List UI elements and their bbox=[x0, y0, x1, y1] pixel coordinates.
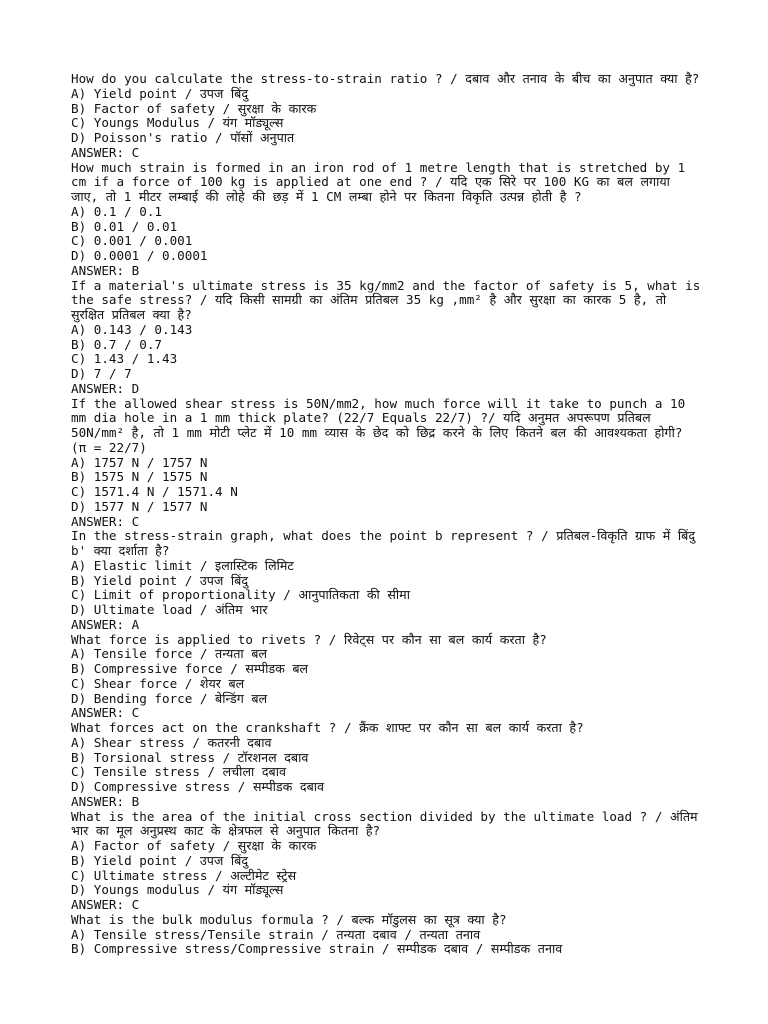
question-text: What forces act on the crankshaft ? / क्रैंक शाफ्ट पर कौन सा बल कार्य करता है? bbox=[71, 720, 584, 735]
answer-option: C) Ultimate stress / अल्टीमेट स्ट्रेस bbox=[71, 867, 297, 883]
document-body bbox=[71, 71, 708, 957]
question-text: How do you calculate the stress-to-strain ratio ? / दबाव और तनाव के बीच का अनुपात क्या है? bbox=[71, 71, 700, 86]
question-text: What force is applied to rivets ? / रिवेट्स पर कौन सा बल कार्य करता है? bbox=[71, 631, 547, 647]
answer-option: B) Factor of safety / सुरक्षा के कारक bbox=[71, 100, 317, 116]
question-block bbox=[71, 633, 703, 722]
answer-option: C) 0.001 / 0.001 bbox=[71, 233, 193, 249]
answer-option: D) 7 / 7 bbox=[71, 366, 132, 381]
answer-option: B) Yield point / उपज बिंदु bbox=[71, 572, 249, 588]
answer-option: D) Youngs modulus / यंग मॉड्यूल्स bbox=[71, 882, 284, 898]
answer-option: D) Compressive stress / सम्पीडक दबाव bbox=[71, 779, 325, 794]
answer-option: D) Ultimate load / अंतिम भार bbox=[71, 602, 268, 617]
answer-option: A) Tensile force / तन्यता बल bbox=[71, 646, 268, 662]
answer-option: A) Factor of safety / सुरक्षा के कारक bbox=[71, 838, 317, 853]
answer-option: D) 0.0001 / 0.0001 bbox=[71, 248, 208, 263]
answer-key: ANSWER: C bbox=[71, 705, 140, 721]
answer-option: A) Elastic limit / इलास्टिक लिमिट bbox=[71, 557, 294, 573]
question-block bbox=[71, 721, 703, 810]
question-block bbox=[71, 808, 706, 913]
question-block bbox=[71, 72, 703, 161]
answer-option: B) Compressive stress/Compressive strain / सम्पीडक दबाव / सम्पीडक तनाव bbox=[71, 941, 563, 957]
question-text: What is the area of the initial cross section divided by the ultimate load ? / अंतिम भार का मूल अनुप्रस्थ काट के क्षेत्रफल से अनुपात कितना है? bbox=[71, 808, 706, 839]
answer-key: ANSWER: C bbox=[71, 144, 140, 160]
answer-option: D) 1577 N / 1577 N bbox=[71, 498, 208, 514]
question-text: How much strain is formed in an iron rod of 1 metre length that is stretched by 1 cm if a force of 100 kg is applied at one end ? / यदि एक सिरे पर 100 KG का बल लगाया जाए, तो 1 मीटर लम्बाई की लोहे की छड़ में 1 CM लम्बा होने पर कितना विकृति उत्पन्न होती है ? bbox=[71, 159, 693, 204]
answer-option: B) 0.01 / 0.01 bbox=[71, 218, 178, 234]
question-block bbox=[71, 529, 703, 632]
answer-option: A) Tensile stress/Tensile strain / तन्यता दबाव / तन्यता तनाव bbox=[71, 926, 481, 942]
answer-option: B) Compressive force / सम्पीडक बल bbox=[71, 661, 309, 676]
answer-option: C) Tensile stress / लचीला दबाव bbox=[71, 764, 286, 780]
question-block bbox=[71, 277, 708, 397]
answer-key: ANSWER: D bbox=[71, 380, 140, 396]
question-block bbox=[71, 913, 703, 957]
question-block bbox=[71, 161, 703, 279]
question-text: What is the bulk modulus formula ? / बल्क मॉडुलस का सूत्र क्या है? bbox=[71, 911, 507, 927]
answer-option: D) Bending force / बेन्डिंग बल bbox=[71, 690, 268, 706]
question-text: If the allowed shear stress is 50N/mm2, how much force will it take to punch a 10 mm dia hole in a 1 mm thick plate? (22/7 Equals 22/7) ?/ यदि अनुमत अपरूपण प्रतिबल 50N/mm² है, तो 1 mm मोटी प्लेट में 10 mm व्यास के छेद को छिद्र करने के लिए कितने बल की आवश्यकता होगी? (π = 22/7) bbox=[71, 395, 693, 455]
answer-option: C) Youngs Modulus / यंग मॉड्यूल्स bbox=[71, 115, 284, 131]
answer-option: B) 0.7 / 0.7 bbox=[71, 336, 162, 352]
answer-option: B) Yield point / उपज बिंदु bbox=[71, 852, 249, 868]
answer-option: D) Poisson's ratio / पॉसों अनुपात bbox=[71, 130, 295, 145]
answer-option: A) Shear stress / कतरनी दबाव bbox=[71, 734, 272, 750]
answer-option: C) 1571.4 N / 1571.4 N bbox=[71, 484, 238, 499]
answer-option: C) Limit of proportionality / आनुपातिकता की सीमा bbox=[71, 587, 410, 603]
answer-key: ANSWER: B bbox=[71, 262, 140, 278]
answer-key: ANSWER: B bbox=[71, 793, 140, 809]
answer-option: A) 0.1 / 0.1 bbox=[71, 203, 162, 219]
answer-key: ANSWER: C bbox=[71, 513, 140, 529]
answer-option: C) 1.43 / 1.43 bbox=[71, 351, 178, 367]
answer-option: A) 0.143 / 0.143 bbox=[71, 321, 193, 337]
answer-key: ANSWER: C bbox=[71, 897, 140, 912]
answer-option: B) Torsional stress / टॉरशनल दबाव bbox=[71, 749, 309, 765]
answer-option: A) Yield point / उपज बिंदु bbox=[71, 85, 249, 101]
question-text: If a material's ultimate stress is 35 kg/mm2 and the factor of safety is 5, what is the safe stress? / यदि किसी सामग्री का अंतिम प्रतिबल 35 kg ,mm² है और सुरक्षा का कारक 5 है, तो सुरक्षित प्रतिबल क्या है? bbox=[71, 277, 708, 322]
question-text: In the stress-strain graph, what does the point b represent ? / प्रतिबल-विकृति ग्राफ में बिंदु b' क्या दर्शाता है? bbox=[71, 528, 703, 558]
question-block bbox=[71, 397, 703, 530]
answer-option: C) Shear force / शेयर बल bbox=[71, 675, 245, 691]
answer-key: ANSWER: A bbox=[71, 616, 140, 632]
answer-option: A) 1757 N / 1757 N bbox=[71, 454, 208, 470]
answer-option: B) 1575 N / 1575 N bbox=[71, 469, 208, 485]
